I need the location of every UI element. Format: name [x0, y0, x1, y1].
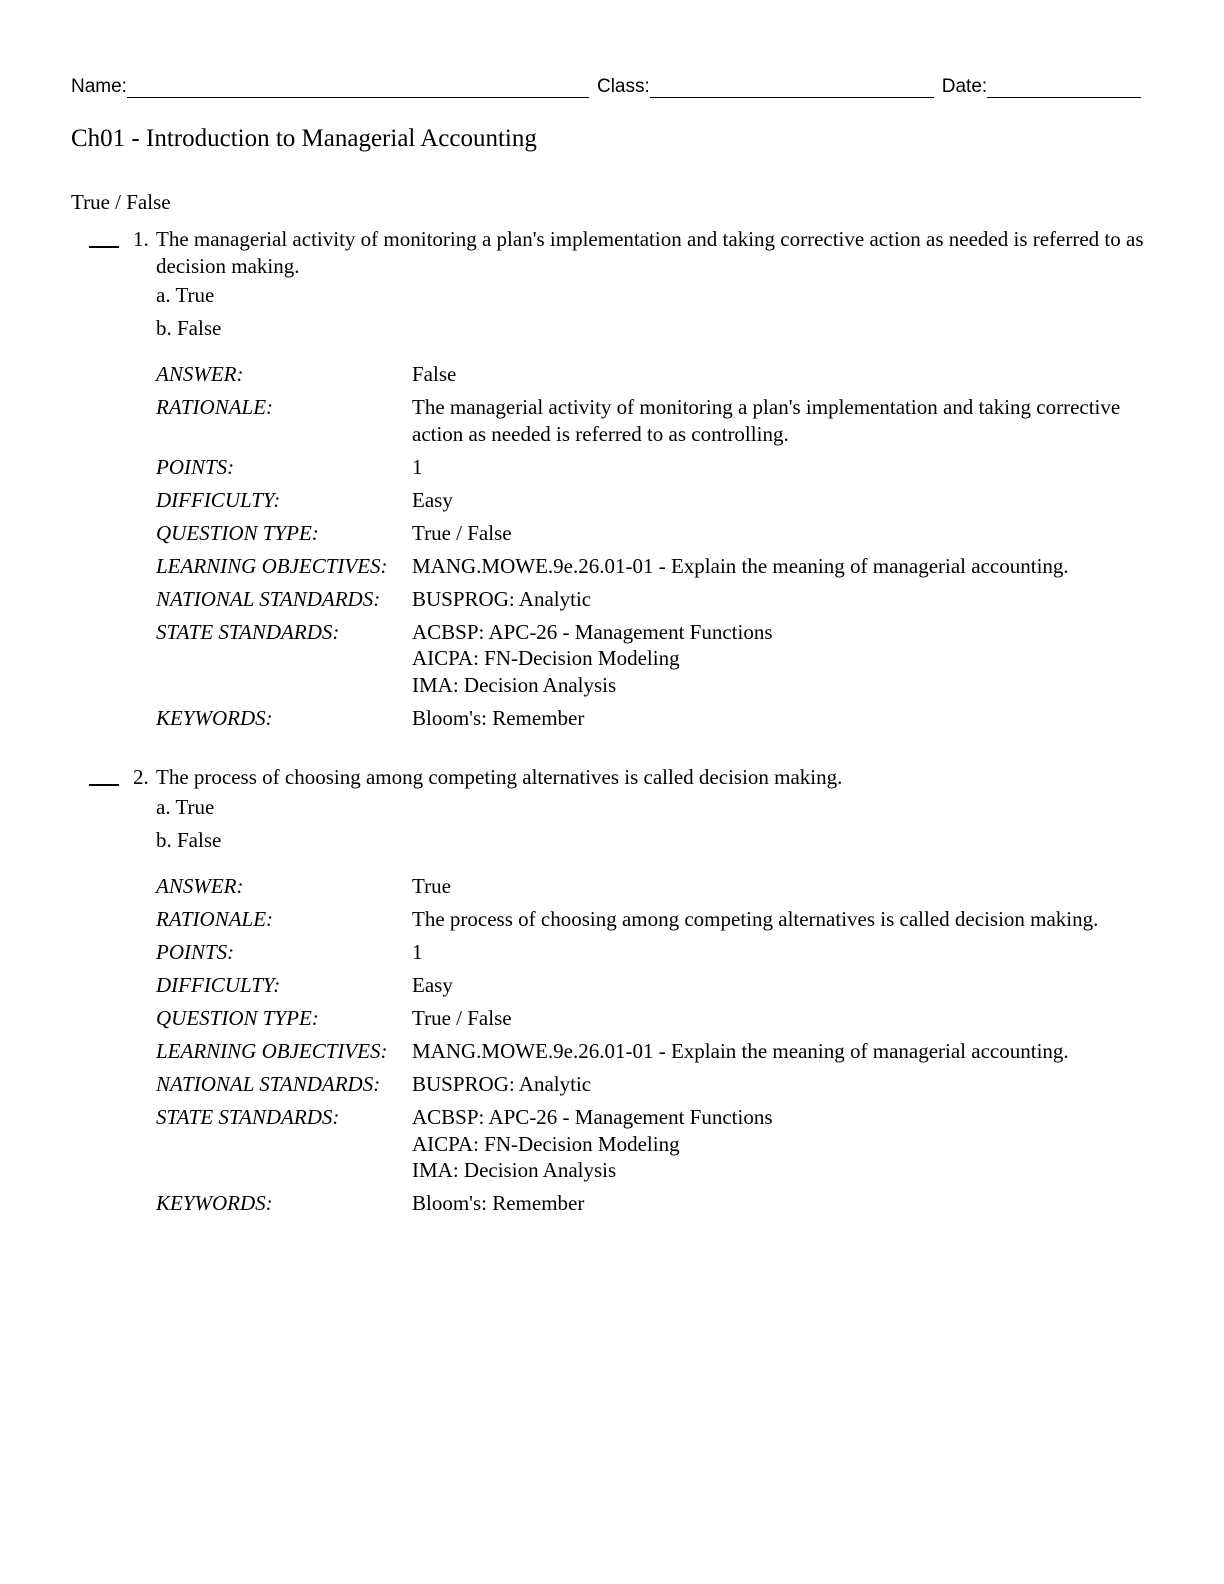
question-type-value: True / False	[412, 520, 512, 545]
answer-label: ANSWER:	[156, 874, 244, 898]
keywords-label: KEYWORDS:	[156, 705, 273, 730]
rationale-value: The process of choosing among competing alternatives is called decision making.	[412, 907, 1099, 931]
points-value: 1	[412, 940, 423, 964]
points-value: 1	[412, 454, 423, 479]
question-number: 1.	[133, 227, 149, 251]
keywords-label: KEYWORDS:	[156, 1191, 273, 1215]
page-title: Ch01 - Introduction to Managerial Accounting	[71, 125, 537, 152]
state-standard-item: AICPA: FN-Decision Modeling	[412, 1131, 680, 1156]
date-field[interactable]	[987, 77, 1141, 98]
learning-objectives-value: MANG.MOWE.9e.26.01-01 - Explain the meaning of managerial accounting.	[412, 1039, 1069, 1063]
national-standards-value: BUSPROG: Analytic	[412, 586, 592, 611]
option-b: b. False	[156, 316, 222, 340]
answer-blank[interactable]	[89, 246, 119, 248]
difficulty-value: Easy	[412, 973, 453, 997]
national-standards-label: NATIONAL STANDARDS:	[156, 586, 381, 611]
rationale-label: RATIONALE:	[156, 907, 274, 931]
question-number: 2.	[133, 765, 149, 789]
question-type-value: True / False	[412, 1006, 512, 1030]
difficulty-label: DIFFICULTY:	[156, 973, 281, 997]
state-standards-label: STATE STANDARDS:	[156, 619, 340, 644]
state-standard-item: IMA: Decision Analysis	[412, 672, 617, 697]
answer-label: ANSWER:	[156, 362, 244, 386]
points-label: POINTS:	[156, 454, 235, 479]
rationale-value: The managerial activity of monitoring a plan's implementation and taking corrective action as needed is referred to as controlling.	[412, 395, 1121, 446]
learning-objectives-label: LEARNING OBJECTIVES:	[156, 553, 388, 578]
question-metadata	[156, 361, 1151, 731]
state-standards-label: STATE STANDARDS:	[156, 1105, 340, 1129]
state-standard-item: AICPA: FN-Decision Modeling	[412, 646, 680, 670]
section-heading: True / False	[71, 190, 171, 214]
class-label: Class:	[596, 76, 650, 97]
state-standard-item: IMA: Decision Analysis	[412, 1158, 617, 1182]
question-metadata	[156, 873, 1151, 1217]
difficulty-value: Easy	[412, 487, 453, 512]
answer-value: False	[412, 362, 457, 386]
option-a: a. True	[156, 795, 215, 819]
answer-blank[interactable]	[89, 784, 119, 786]
option-b: b. False	[156, 828, 222, 852]
learning-objectives-label: LEARNING OBJECTIVES:	[156, 1039, 388, 1063]
class-field[interactable]	[650, 77, 934, 98]
national-standards-value: BUSPROG: Analytic	[412, 1072, 592, 1096]
question-type-label: QUESTION TYPE:	[156, 520, 319, 545]
question-text: The process of choosing among competing alternatives is called decision making.	[156, 765, 843, 789]
name-label: Name:	[71, 76, 127, 97]
state-standard-item: ACBSP: APC-26 - Management Functions	[412, 619, 773, 644]
difficulty-label: DIFFICULTY:	[156, 487, 281, 512]
points-label: POINTS:	[156, 940, 235, 964]
name-field[interactable]	[127, 77, 589, 98]
option-a: a. True	[156, 283, 215, 307]
state-standard-item: ACBSP: APC-26 - Management Functions	[412, 1105, 773, 1129]
question-text: The managerial activity of monitoring a plan's implementation and taking corrective action as needed is referred to as decision making.	[156, 227, 1144, 278]
learning-objectives-value: MANG.MOWE.9e.26.01-01 - Explain the meaning of managerial accounting.	[412, 553, 1069, 578]
keywords-value: Bloom's: Remember	[412, 1191, 585, 1215]
question-type-label: QUESTION TYPE:	[156, 1006, 319, 1030]
rationale-label: RATIONALE:	[156, 395, 274, 419]
date-label: Date:	[941, 76, 988, 97]
keywords-value: Bloom's: Remember	[412, 705, 585, 730]
national-standards-label: NATIONAL STANDARDS:	[156, 1072, 381, 1096]
student-info-header	[71, 72, 1141, 98]
answer-value: True	[412, 874, 451, 898]
